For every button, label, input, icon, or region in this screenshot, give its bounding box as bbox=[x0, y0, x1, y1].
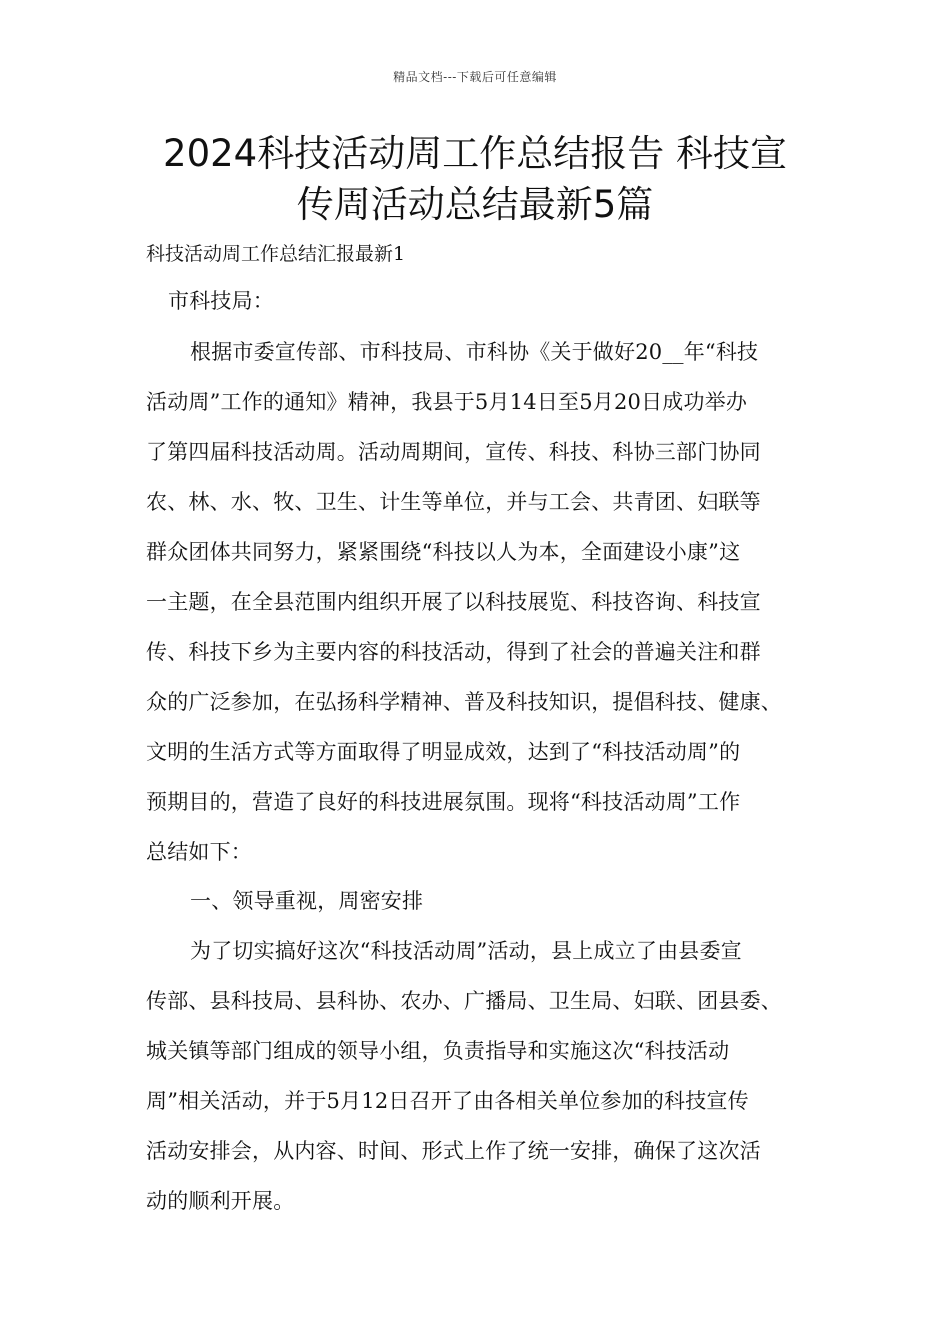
paragraph-1-line: 了第四届科技活动周。活动周期间，宣传、科技、科协三部门协同 bbox=[146, 440, 761, 464]
paragraph-2-line: 动的顺利开展。 bbox=[146, 1189, 295, 1213]
paragraph-1-line: 众的广泛参加，在弘扬科学精神、普及科技知识，提倡科技、健康、 bbox=[146, 690, 782, 714]
paragraph-1-line: 总结如下： bbox=[146, 840, 252, 864]
document-subtitle: 科技活动周工作总结汇报最新1 bbox=[146, 243, 406, 265]
paragraph-2-line: 活动安排会，从内容、时间、形式上作了统一安排，确保了这次活 bbox=[146, 1139, 761, 1163]
paragraph-2-line: 传部、县科技局、县科协、农办、广播局、卫生局、妇联、团县委、 bbox=[146, 989, 782, 1013]
document-title bbox=[100, 128, 850, 230]
paragraph-1-line: 一主题，在全县范围内组织开展了以科技展览、科技咨询、科技宣 bbox=[146, 590, 761, 614]
title-line-2: 传周活动总结最新5篇 bbox=[296, 183, 654, 226]
page-header: 精品文档---下载后可任意编辑 bbox=[393, 70, 557, 84]
paragraph-2-line: 城关镇等部门组成的领导小组，负责指导和实施这次“科技活动 bbox=[146, 1039, 730, 1063]
title-line-1: 2024科技活动周工作总结报告 科技宣 bbox=[163, 132, 787, 175]
paragraph-2-line: 为了切实搞好这次“科技活动周”活动，县上成立了由县委宣 bbox=[190, 939, 742, 963]
paragraph-1-line: 农、林、水、牧、卫生、计生等单位，并与工会、共青团、妇联等 bbox=[146, 490, 761, 514]
section-heading: 一、领导重视，周密安排 bbox=[190, 889, 424, 913]
paragraph-1-line: 文明的生活方式等方面取得了明显成效，达到了“科技活动周”的 bbox=[146, 740, 741, 764]
salutation: 市科技局： bbox=[168, 289, 274, 313]
paragraph-1-line: 根据市委宣传部、市科技局、市科协《关于做好20__年“科技 bbox=[190, 340, 759, 364]
paragraph-1-line: 预期目的，营造了良好的科技进展氛围。现将“科技活动周”工作 bbox=[146, 790, 741, 814]
paragraph-1-line: 活动周”工作的通知》精神，我县于5月14日至5月20日成功举办 bbox=[146, 390, 748, 414]
paragraph-1-line: 传、科技下乡为主要内容的科技活动，得到了社会的普遍关注和群 bbox=[146, 640, 761, 664]
paragraph-2-line: 周”相关活动，并于5月12日召开了由各相关单位参加的科技宣传 bbox=[146, 1089, 749, 1113]
paragraph-1-line: 群众团体共同努力，紧紧围绕“科技以人为本，全面建设小康”这 bbox=[146, 540, 741, 564]
